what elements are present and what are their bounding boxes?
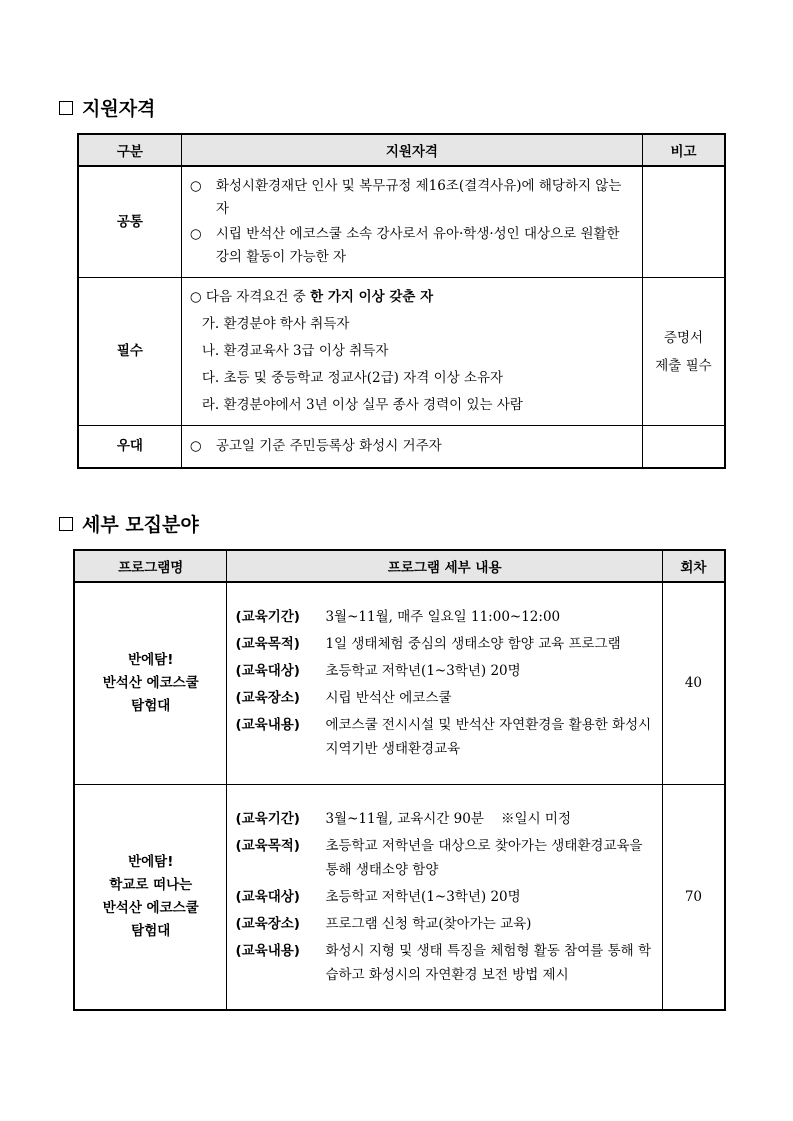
hollow-circle-icon: ○ — [189, 226, 202, 242]
qualifications-table — [77, 133, 726, 469]
list-item: ○ 다음 자격요건 중 한 가지 이상 갖춘 자 — [189, 289, 434, 305]
hollow-circle-icon: ○ — [189, 437, 202, 454]
section-heading-qualifications — [59, 94, 155, 121]
remarks-cell — [642, 166, 725, 278]
header-category: 구분 — [78, 134, 181, 166]
program-name-cell: 반에탐! 반석산 에코스쿨 탐험대 — [74, 582, 227, 784]
detail-row: (교육대상) 초등학교 저학년(1~3학년) 20명 — [235, 663, 521, 680]
detail-row: (교육목적) 1일 생태체험 중심의 생태소양 함양 교육 프로그램 — [235, 636, 621, 653]
header-program-details: 프로그램 세부 내용 — [227, 550, 662, 582]
program-details-cell — [227, 582, 662, 784]
detail-row: (교육대상) 초등학교 저학년(1~3학년) 20명 — [235, 888, 521, 905]
table-row — [78, 278, 725, 426]
detail-row: (교육목적) 초등학교 저학년을 대상으로 찾아가는 생태환경교육을 통해 생태소양 함양 — [235, 837, 643, 878]
list-item: ○ 화성시환경재단 인사 및 복무규정 제16조(결격사유)에 해당하지 않는 자 — [190, 175, 634, 221]
sessions-cell: 40 — [662, 582, 725, 784]
section-title: 지원자격 — [82, 98, 156, 120]
header-program-name: 프로그램명 — [74, 550, 227, 582]
table-row — [74, 784, 725, 1010]
category-cell: 우대 — [78, 426, 181, 468]
empty-square-icon — [59, 517, 73, 531]
table-row — [78, 166, 725, 278]
header-remarks: 비고 — [642, 134, 725, 166]
detail-row: (교육내용) 에코스쿨 전시시설 및 반석산 자연환경을 활용한 화성시 지역기반 생태환경교육 — [235, 717, 652, 758]
qualification-cell — [181, 426, 642, 468]
category-cell: 공통 — [78, 166, 181, 278]
hollow-circle-icon: ○ — [189, 178, 202, 194]
category-cell: 필수 — [78, 278, 181, 426]
list-item: 가. 환경분야 학사 취득자 — [201, 316, 350, 332]
detail-row: (교육내용) 화성시 지형 및 생태 특징을 체험형 활동 참여를 통해 학습하고 화성시의 자연환경 보전 방법 제시 — [235, 942, 651, 983]
section-heading-programs — [59, 510, 199, 537]
detail-row: (교육기간) 3월~11월, 교육시간 90분 ※일시 미정 — [235, 810, 572, 827]
list-item: 라. 환경분야에서 3년 이상 실무 종사 경력이 있는 사람 — [201, 397, 523, 413]
list-item: ○ 공고일 기준 주민등록상 화성시 거주자 — [190, 435, 634, 458]
table-row — [74, 582, 725, 784]
header-qualification: 지원자격 — [181, 134, 642, 166]
empty-square-icon — [59, 101, 73, 115]
list-item: ○ 시립 반석산 에코스쿨 소속 강사로서 유아·학생·성인 대상으로 원활한 강의 활동이 가능한 자 — [190, 223, 634, 269]
header-sessions: 회차 — [662, 550, 725, 582]
program-details-cell — [227, 784, 662, 1010]
remarks-cell: 증명서 제출 필수 — [642, 278, 725, 426]
table-header-row — [74, 550, 725, 582]
qualification-cell — [181, 166, 642, 278]
list-item: 다. 초등 및 중등학교 정교사(2급) 자격 이상 소유자 — [201, 370, 504, 386]
qualification-cell — [181, 278, 642, 426]
list-item: 나. 환경교육사 3급 이상 취득자 — [201, 343, 389, 359]
section-title: 세부 모집분야 — [82, 514, 199, 536]
detail-row: (교육장소) 시립 반석산 에코스쿨 — [235, 690, 452, 707]
table-header-row — [78, 134, 725, 166]
sessions-cell: 70 — [662, 784, 725, 1010]
table-row — [78, 426, 725, 468]
hollow-circle-icon: ○ — [189, 289, 202, 305]
program-name-cell: 반에탐! 학교로 떠나는 반석산 에코스쿨 탐험대 — [74, 784, 227, 1010]
detail-row: (교육장소) 프로그램 신청 학교(찾아가는 교육) — [235, 915, 532, 932]
detail-row: (교육기간) 3월~11월, 매주 일요일 11:00~12:00 — [235, 609, 561, 626]
remarks-cell — [642, 426, 725, 468]
programs-table — [73, 549, 726, 1011]
